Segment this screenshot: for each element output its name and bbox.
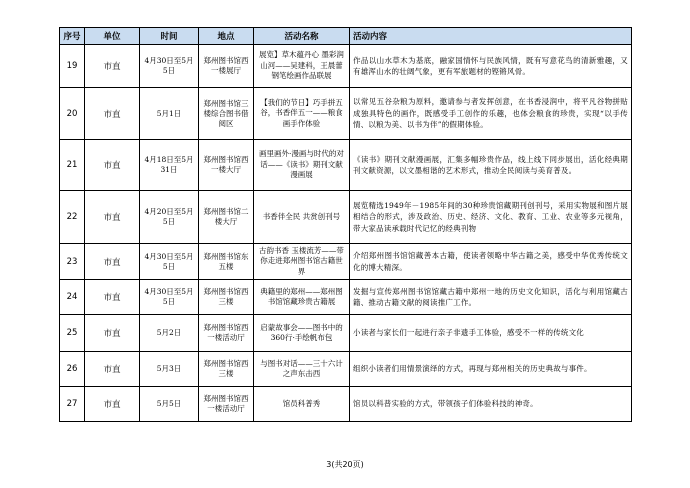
row-seq: 22 — [60, 191, 85, 244]
header-seq: 序号 — [60, 28, 85, 45]
row-unit: 市直 — [85, 315, 140, 352]
row-activity-content: 展览精选1949年－1985年间的30种珍贵馆藏期刊创刊号，采用实物展和图片展相结合的形式，涉及政治、历史、经济、文化、教育、工业、农业等多元视角，带大家品读承载时代记忆的经典刊物 — [350, 191, 632, 244]
row-unit: 市直 — [85, 352, 140, 387]
header-unit: 单位 — [85, 28, 140, 45]
header-place: 地点 — [199, 28, 254, 45]
row-time: 4月30日至5月5日 — [140, 45, 199, 88]
table-row — [60, 387, 632, 422]
row-place: 郑州图书馆二楼大厅 — [199, 191, 254, 244]
row-place: 郑州图书馆三楼综合图书借阅区 — [199, 88, 254, 140]
row-seq: 21 — [60, 140, 85, 191]
page-number-footer: 3(共20页) — [326, 460, 364, 469]
row-activity-content: 发掘与宣传郑州图书馆馆藏古籍中郑州一地的历史文化知识，活化与利用馆藏古籍、推动古籍文献的阅读推广工作。 — [350, 280, 632, 315]
row-place: 郑州图书馆西一楼活动厅 — [199, 387, 254, 422]
row-seq: 23 — [60, 244, 85, 280]
row-activity-content: 《读书》期刊文献漫画展，汇集多幅珍贵作品，线上线下同步展出，活化经典期刊文献资源，以文墨相谐的艺术形式，推动全民阅读与美育普及。 — [350, 140, 632, 191]
row-activity-name: 画里画外·漫画与时代的对话——《读书》期刊文献漫画展 — [254, 140, 350, 191]
table-row — [60, 244, 632, 280]
header-content: 活动内容 — [350, 28, 632, 45]
row-unit: 市直 — [85, 140, 140, 191]
row-seq: 27 — [60, 387, 85, 422]
row-unit: 市直 — [85, 191, 140, 244]
row-activity-name: 与图书对话——三十六计之声东击西 — [254, 352, 350, 387]
row-activity-name: 书香伴全民 共赏创刊号 — [254, 191, 350, 244]
row-seq: 20 — [60, 88, 85, 140]
row-unit: 市直 — [85, 88, 140, 140]
table-row — [60, 352, 632, 387]
row-activity-content: 以常见五谷杂粮为原料，邀请参与者发挥创意，在书香浸润中，将平凡谷物拼贴成独具特色的画作，既感受手工创作的乐趣，也体会粮食的珍贵，实现“以手传情、以粮为美、以书为伴”的假期体验。 — [350, 88, 632, 140]
row-activity-name: 馆员科普秀 — [254, 387, 350, 422]
row-unit: 市直 — [85, 387, 140, 422]
header-time: 时间 — [140, 28, 199, 45]
row-activity-content: 小读者与家长们一起进行亲子非遗手工体验，感受不一样的传统文化 — [350, 315, 632, 352]
row-seq: 19 — [60, 45, 85, 88]
table-row — [60, 140, 632, 191]
row-unit: 市直 — [85, 45, 140, 88]
row-time: 4月30日至5月5日 — [140, 280, 199, 315]
row-time: 4月18日至5月31日 — [140, 140, 199, 191]
row-activity-name: 典籍里的郑州——郑州图书馆馆藏珍贵古籍展 — [254, 280, 350, 315]
row-place: 郑州图书馆东五楼 — [199, 244, 254, 280]
row-activity-name: 启蒙故事会——图书中的360行·手绘帆布包 — [254, 315, 350, 352]
table-row — [60, 45, 632, 88]
row-time: 5月1日 — [140, 88, 199, 140]
row-time: 4月20日至5月5日 — [140, 191, 199, 244]
row-place: 郑州图书馆西三楼 — [199, 280, 254, 315]
row-seq: 25 — [60, 315, 85, 352]
row-time: 5月5日 — [140, 387, 199, 422]
row-unit: 市直 — [85, 244, 140, 280]
row-activity-content: 介绍郑州图书馆馆藏善本古籍，使读者领略中华古籍之美，感受中华优秀传统文化的博大精深。 — [350, 244, 632, 280]
table-header-row — [60, 28, 632, 45]
table-row — [60, 191, 632, 244]
header-name: 活动名称 — [254, 28, 350, 45]
row-activity-name: 【我们的节日】巧手拼五谷，书香伴五一——粮食画手作体验 — [254, 88, 350, 140]
row-time: 5月2日 — [140, 315, 199, 352]
row-activity-name: 古韵书香 玉楼流芳——带你走进郑州图书馆古籍世界 — [254, 244, 350, 280]
table-row — [60, 88, 632, 140]
row-activity-content: 馆员以科普实验的方式，带领孩子们体验科技的神奇。 — [350, 387, 632, 422]
row-place: 郑州图书馆西一楼活动厅 — [199, 315, 254, 352]
row-seq: 24 — [60, 280, 85, 315]
row-place: 郑州图书馆西一楼大厅 — [199, 140, 254, 191]
row-seq: 26 — [60, 352, 85, 387]
row-time: 4月30日至5月5日 — [140, 244, 199, 280]
row-unit: 市直 — [85, 280, 140, 315]
activity-schedule-table — [59, 27, 632, 422]
table-row — [60, 315, 632, 352]
row-activity-content: 组织小读者们用情景演绎的方式，再现与郑州相关的历史典故与事件。 — [350, 352, 632, 387]
row-place: 郑州图书馆西一楼展厅 — [199, 45, 254, 88]
row-time: 5月3日 — [140, 352, 199, 387]
table-row — [60, 280, 632, 315]
row-activity-name: 展览】草木蕴丹心 墨彩润山河——吴建科，王晨蕾钢笔绘画作品联展 — [254, 45, 350, 88]
row-activity-content: 作品以山水草木为基底，融家国情怀与民族风情，既有写意花鸟的清新雅趣，又有雄浑山水的壮阔气象，更有军旅题材的铿锵风骨。 — [350, 45, 632, 88]
row-place: 郑州图书馆西三楼 — [199, 352, 254, 387]
